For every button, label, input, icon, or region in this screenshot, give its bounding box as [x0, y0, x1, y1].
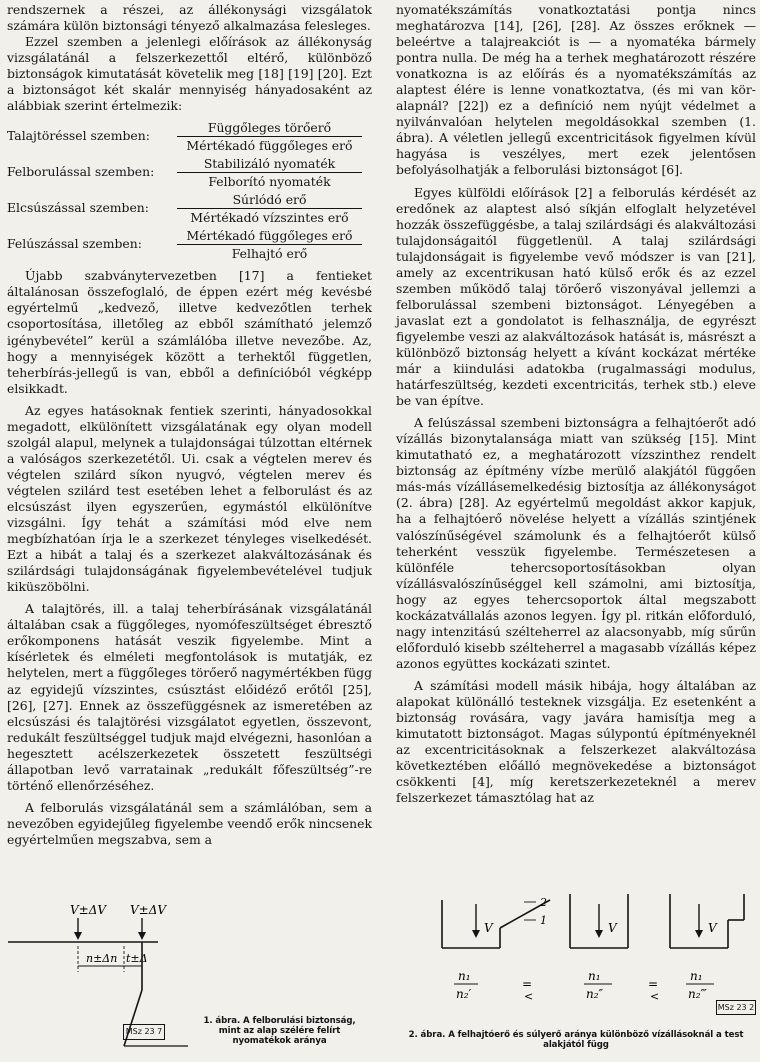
paragraph: A számítási modell másik hibája, hogy általában az alapokat különálló testeknek vizsgálja. Ez esetenként a biztonság rovására, vagy javára hamisítja meg a kimutatott biztonságot. Magas súlypontú építményeknél az excentricitásoknak a felszerkezet alakváltozása következtében előálló megnövekedése a biztonságot csökkenti [4], míg keretszerkezeteknél a merev felszerkezet támasztólag hat az — [396, 677, 756, 806]
figure-1-diagram — [8, 900, 193, 1050]
ratio-denominator: Mértékadó függőleges erő — [186, 138, 353, 154]
paragraph: Újabb szabványtervezetben [17] a fentieket általánosan összefoglaló, de éppen ezért még kevésbé egyértelmű „kedvező, illetve kedvezőtlen terhek csoportosítása, illetőleg az ebből számítható jelemző igénybevétel” kerül a számlálóba illetve nevezőbe. Az, hogy a mennyiségek között a terhektől független, teherbírás-jellegű is van, ebből a definícióból végképp elsikkadt. — [7, 268, 372, 396]
ratio-numerator: Súrlódó erő — [177, 192, 362, 209]
ratio-feluszas — [7, 228, 372, 264]
ratio-talajtores — [7, 120, 372, 156]
force-label: V — [484, 921, 493, 935]
ratio-elcsuszas — [7, 192, 372, 228]
arrowhead — [695, 930, 703, 938]
load-label-edge: V±ΔV — [130, 903, 167, 917]
relation-symbol: < — [650, 990, 660, 1003]
ratio-numerator: Mértékadó függőleges erő — [177, 228, 362, 245]
arrowhead — [472, 930, 480, 938]
ratio-fraction — [177, 228, 362, 262]
n1-label: n₁ — [458, 969, 471, 983]
safety-ratio-list — [7, 120, 372, 264]
arrowhead — [138, 932, 146, 940]
paragraph: Egyes külföldi előírások [2] a felborulás kérdését az eredőnek az alaptest alsó síkján elfoglalt helyzetével hozzák összefüggésbe, a talaj szilárdsági és alakváltozási tulajdonságaitól függetlenül. A talaj szilárdsági tulajdonságait is figyelembe vevő módszer is van [21], amely az excentrikusan ható külső erők és az ezzel szemben működő talaj törőerő viszonyával jellemzi a felborulással szembeni biztonságot. Lényegében a javaslat ezt a gondolatot is felhasználja, de egyrészt figyelembe veszi az alakváltozások hatását is, másrészt a különböző biztonság helyett a kívánt kockázat mértéke már a kiindulási adatokba (rugalmassági modulus, határfeszültség, kezdeti excentricitás, terhek stb.) eleve be van építve. — [396, 184, 756, 409]
ratio-denominator: Felhajtó erő — [231, 246, 308, 262]
force-label: V — [708, 921, 717, 935]
paragraph: nyomatékszámítás vonatkoztatási pontja nincs meghatározva [14], [26], [28]. Az összes erőknek — beleértve a talajreakciót is — a nyomatéka bármely pontra nulla. De még ha a terhek meghatározott részére vonatkozna is az előírás és a nyomatékszámítás az alaptest élére is lenne vonatkoztatva, (és mi van kör-alapnál? [22]) ez a definíció nem nyújt védelmet a nyilvánvalóan helytelen megoldásokkal szemben (1. ábra). A véletlen jellegű excentricitások figyelmen kívül hagyása is veszélyes, mert ezek jelentősen befolyásolhatják a felborulási biztonságot [6]. — [396, 2, 756, 178]
relation-symbol: = — [522, 977, 533, 991]
arrowhead — [595, 930, 603, 938]
paragraph: A felúszással szembeni biztonságra a felhajtóerőt adó vízállás bizonytalansága miatt van szükség [15]. Mint kimutatható ez, a meghatározott vízszinthez rendelt biztonság az építmény vízbe merülő alakjától függően más-más vízállásemelkedésig biztosítja az állékonyságot (2. ábra) [28]. Az egyértelmű megoldást akkor kapjuk, ha a felhajtóerő növelése helyett a vízállás szintjének valószínűségével számolunk és a felhajtóerőt külső teherként vesszük figyelembe. Természetesen a különféle tehercsoportosításokban olyan vízállásvalószínűséggel kell számolni, ami biztosítja, hogy az egyes tehercsoportok által megszabott kockázatvállalás azonos legyen. Így pl. ritkán előforduló, nagy intenzitású szélteherrel az alacsonyabb, míg sűrűn előforduló kisebb szélteherrel a magasabb vízállás képez azonos együttes kockázati szintet. — [396, 415, 756, 671]
ratio-label: Talajtöréssel szemben: — [7, 128, 150, 144]
stamp — [123, 1024, 165, 1040]
ratio-numerator: Függőleges törőerő — [177, 120, 362, 137]
force-label: V — [608, 921, 617, 935]
ratio-fraction — [177, 192, 362, 226]
paragraph: Ezzel szemben a jelenlegi előírások az állékonyság vizsgálatánál a felszerkezettől eltérő, különböző biztonságok kimutatását követelik meg [18] [19] [20]. Ezt a biztonságot két skalár mennyiség hányadosaként az alábbiak szerint értelmezik: — [7, 34, 372, 114]
relation-symbol: = — [648, 977, 659, 991]
load-label-inner: V±ΔV — [70, 903, 107, 917]
stamp — [716, 1000, 756, 1015]
ratio-numerator: Stabilizáló nyomaték — [177, 156, 362, 173]
n2-label: n₂′ — [456, 987, 472, 1001]
arrowhead — [74, 932, 82, 940]
stamp-text: MSz 23 7 — [125, 1027, 163, 1036]
water-level-label: 2 — [540, 896, 547, 909]
paragraph: Az egyes hatásoknak fentiek szerinti, hányadosokkal megadott, elkülönített vizsgálatának egy olyan modell szolgál alapul, melynek a tulajdonságai túlzottan eltérnek a valóságos szerkezetétől. Ui. csak a végtelen merev és végtelen szilárd síkon nyugvó, végtelen merev és végtelen szilárd test esetében lehet a felborulást és az elcsúszást ilyen egyszerűen, egymástól elkülönítve vizsgálni. Így tehát a számítási mód elve nem megbízhatóan írja le a szerkezet tényleges viselkedését. Ezt a hibát a talaj és a szerkezet alakváltozásának és szilárdsági tulajdonságának figyelembevételével tudjuk kiküszöbölni. — [7, 402, 372, 595]
dimension-label-n: n±Δn — [86, 952, 118, 965]
relation-symbol: < — [524, 990, 534, 1003]
stamp-text: MSz 23 2 — [717, 1003, 755, 1012]
ratio-fraction — [177, 156, 362, 190]
ratio-label: Felborulással szemben: — [7, 164, 155, 180]
ratio-denominator: Mértékadó vízszintes erő — [190, 210, 349, 226]
right-column — [396, 2, 756, 806]
ratio-fraction — [177, 120, 362, 154]
dimension-label-t: t±Δ — [126, 952, 148, 965]
paragraph: A felborulás vizsgálatánál sem a számlálóban, sem a nevezőben egyidejűleg figyelembe veendő erők nincsenek egyértelműen megszabva, sem a — [7, 799, 372, 847]
figure-1-caption: 1. ábra. A felborulási biztonság, mint az alap szélére felírt nyomatékok aránya — [203, 1016, 356, 1046]
n2-label: n₂″ — [586, 987, 604, 1001]
ratio-label: Felúszással szemben: — [7, 236, 142, 252]
ratio-denominator: Felborító nyomaték — [208, 174, 331, 190]
figure-2-diagram — [400, 880, 756, 1020]
n1-label: n₁ — [690, 969, 703, 983]
n1-label: n₁ — [588, 969, 601, 983]
ratio-label: Elcsúszással szemben: — [7, 200, 149, 216]
n2-label: n₂‴ — [688, 987, 707, 1001]
paragraph: rendszernek a részei, az állékonysági vizsgálatok számára külön biztonsági tényező alkalmazása felesleges. — [7, 2, 372, 34]
paragraph: A talajtörés, ill. a talaj teherbírásának vizsgálatánál általában csak a függőleges, nyomófeszültséget ébresztő erőkomponens hatását veszik figyelembe. Mint a kísérletek és elméleti megfontolások is mutatják, ez helytelen, mert a függőleges törőerő nagymértékben függ az egyidejű vízszintes, csúsztást előidéző erőtől [25], [26], [27]. Ennek az összefüggésnek az ismeretében az elcsúszási és talajtörési vizsgálatot egyetlen, összevont, redukált feszültséggel tudjuk majd elvégezni, hasonlóan a hegesztett acélszerkezetek összetett feszültségi állapotban levő varratainak „redukált főfeszültség”-re történő ellenőrzéséhez. — [7, 601, 372, 793]
ratio-felborulas — [7, 156, 372, 192]
left-column — [7, 2, 372, 848]
figure-2-caption: 2. ábra. A felhajtóerő és súlyerő aránya különböző vízállásoknál a test alakjától függ — [408, 1030, 744, 1050]
water-level-label: 1 — [540, 914, 547, 927]
